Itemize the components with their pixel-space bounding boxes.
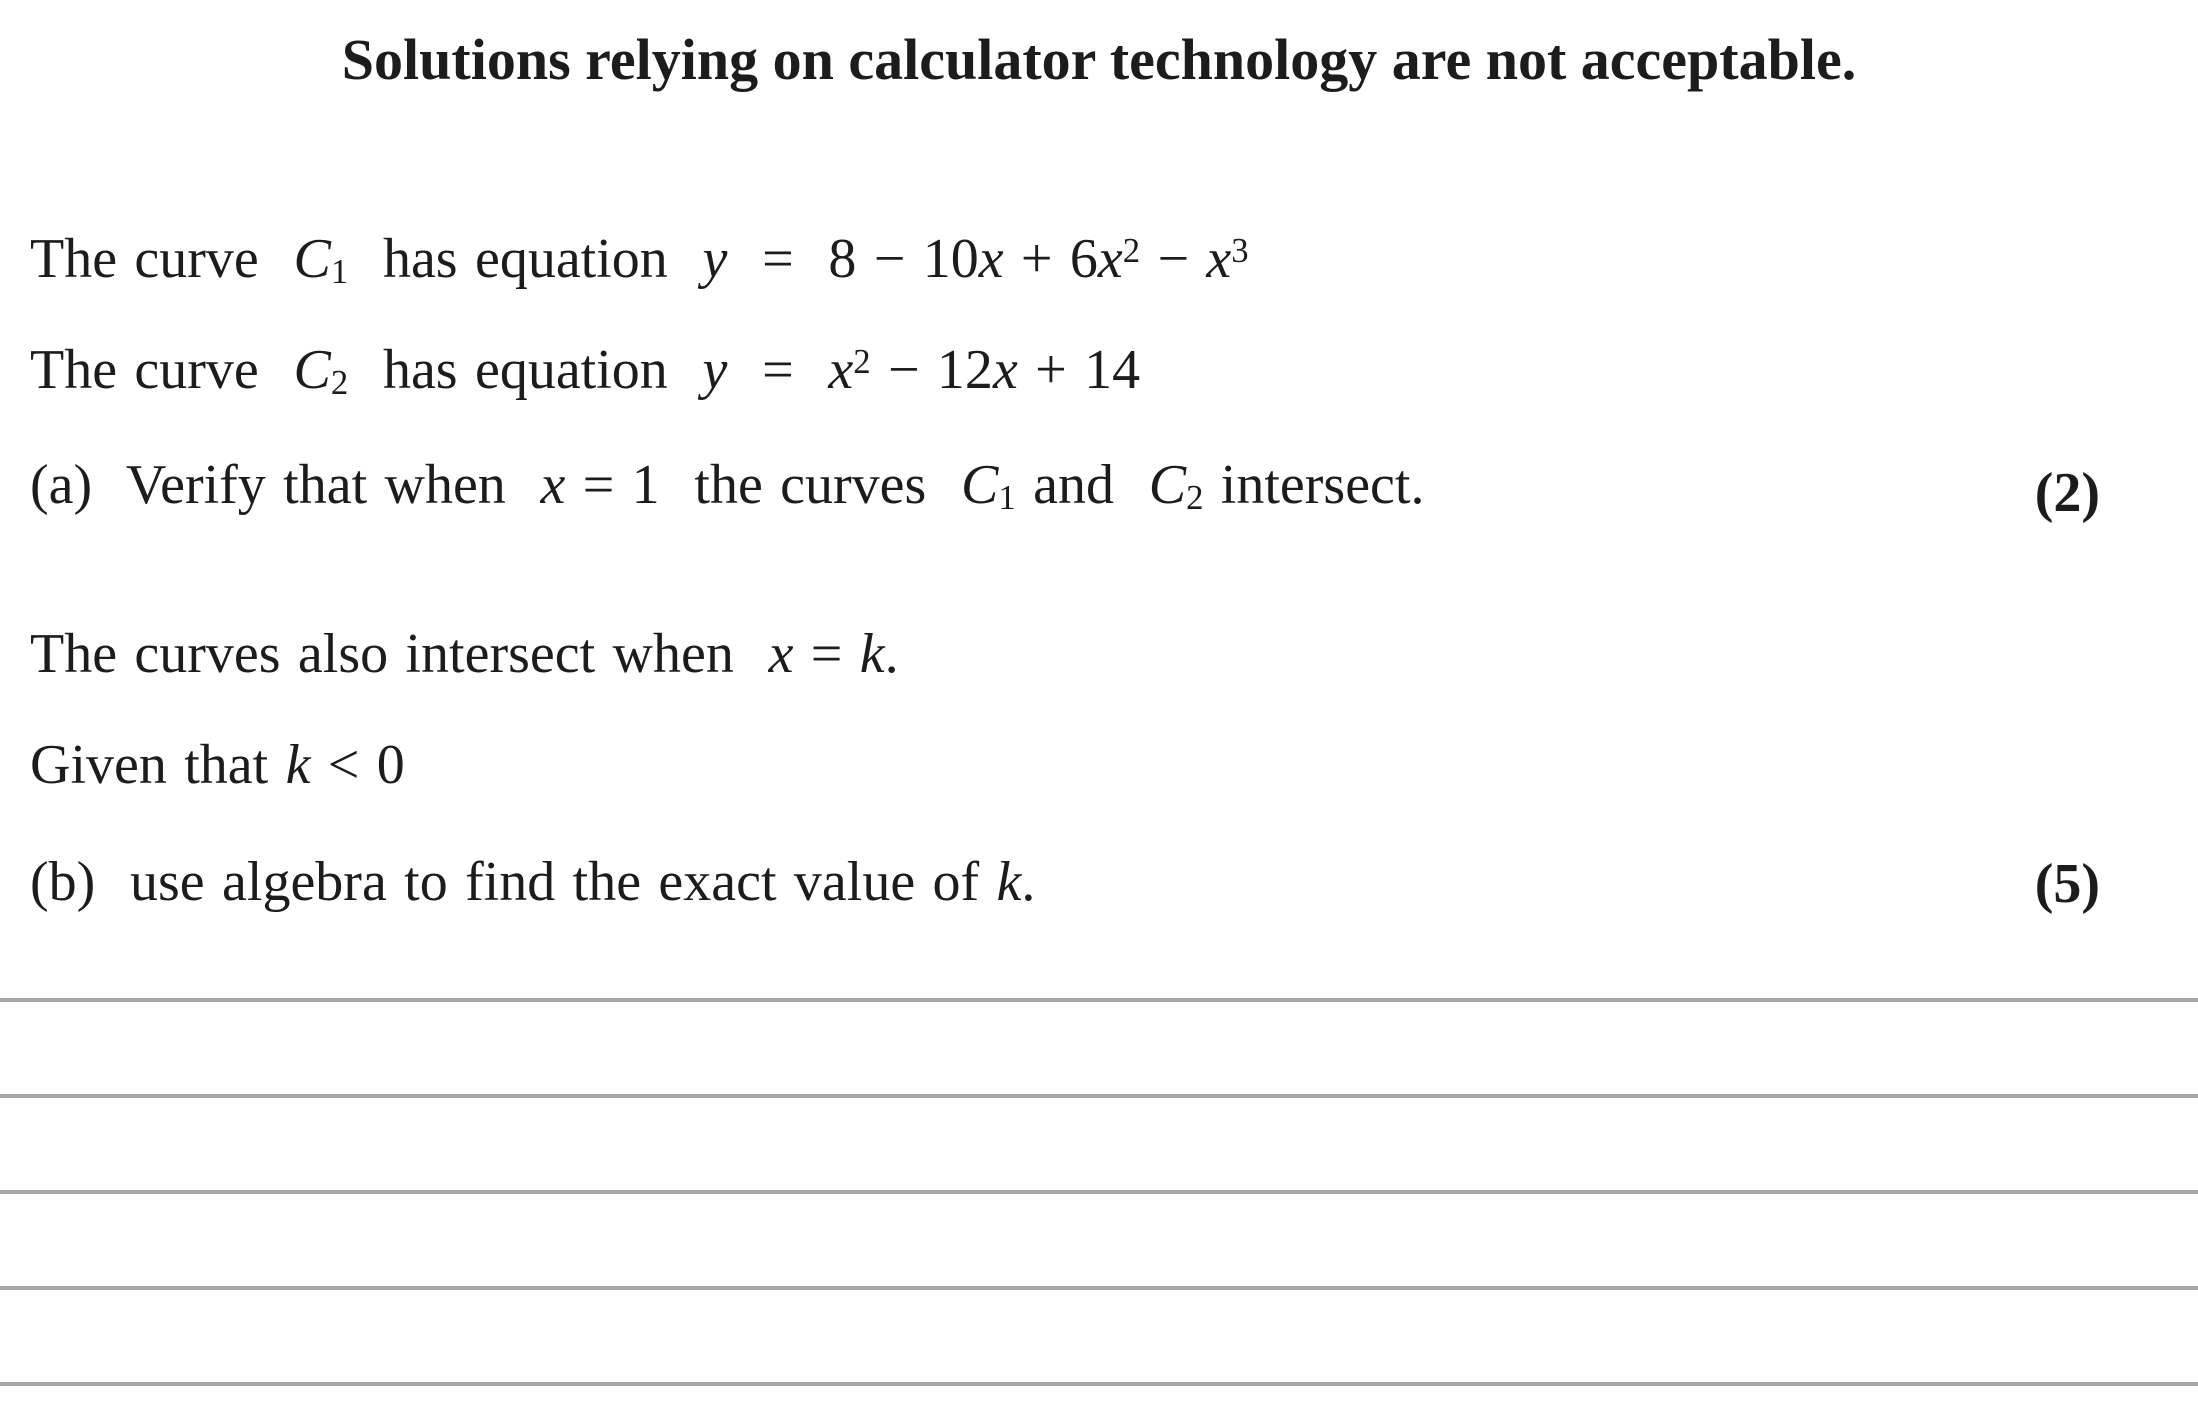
text-segment-rm: The curves also intersect when bbox=[30, 623, 769, 685]
text-segment-it: C bbox=[293, 228, 331, 290]
text-segment-sup: 2 bbox=[853, 341, 871, 381]
text-segment-rm: The curve bbox=[30, 228, 294, 290]
text-segment-rm: = 8 − 10 bbox=[727, 228, 979, 290]
text-segment-it: k bbox=[285, 734, 311, 796]
text-segment-sub: 1 bbox=[330, 251, 349, 291]
text-segment-sup: 3 bbox=[1231, 230, 1249, 270]
marks-badge-part-b: (5) bbox=[2034, 853, 2100, 915]
text-segment-it: C bbox=[1148, 454, 1187, 516]
line-part-b-prompt bbox=[30, 851, 1036, 913]
instruction-banner: Solutions relying on calculator technology are not acceptable. bbox=[341, 27, 1857, 92]
text-segment-sub: 2 bbox=[1186, 477, 1204, 517]
text-segment-it: x bbox=[1097, 228, 1123, 290]
line-also-intersect bbox=[30, 623, 899, 685]
text-segment-rm: − bbox=[1140, 228, 1207, 290]
answer-rule-line bbox=[0, 1286, 2198, 1290]
text-segment-sub: 2 bbox=[330, 362, 349, 402]
text-segment-it: k bbox=[859, 623, 885, 685]
text-segment-rm: + 14 bbox=[1017, 339, 1141, 401]
line-curve-c2-equation bbox=[30, 339, 1141, 402]
text-segment-it: y bbox=[702, 228, 728, 290]
text-segment-sup: 2 bbox=[1122, 230, 1141, 270]
text-segment-it: k bbox=[996, 851, 1022, 913]
text-segment-rm: (a) Verify that when bbox=[30, 454, 541, 516]
text-segment-rm: − 12 bbox=[870, 339, 993, 401]
text-segment-rm: (b) use algebra to find the exact value of bbox=[30, 851, 997, 913]
line-given-that bbox=[30, 734, 405, 796]
text-segment-it: x bbox=[828, 339, 854, 401]
text-segment-it: x bbox=[992, 339, 1018, 401]
text-segment-it: x bbox=[768, 623, 794, 685]
answer-rule-line bbox=[0, 1382, 2198, 1386]
line-curve-c1-equation bbox=[30, 228, 1249, 291]
text-segment-rm: = bbox=[793, 623, 860, 685]
text-segment-it: x bbox=[978, 228, 1004, 290]
text-segment-it: x bbox=[540, 454, 566, 516]
text-segment-rm: + 6 bbox=[1003, 228, 1098, 290]
answer-rule-line bbox=[0, 1190, 2198, 1194]
answer-rule-line bbox=[0, 1094, 2198, 1098]
text-segment-it: y bbox=[702, 339, 728, 401]
marks-badge-part-a: (2) bbox=[2034, 462, 2100, 524]
line-part-a-prompt bbox=[30, 454, 1425, 517]
text-segment-rm: and bbox=[1015, 454, 1149, 516]
text-segment-rm: = 1 the curves bbox=[565, 454, 962, 516]
text-segment-rm: has equation bbox=[348, 339, 703, 401]
text-segment-rm: Given that bbox=[30, 734, 286, 796]
text-segment-it: x bbox=[1206, 228, 1232, 290]
text-segment-rm: intersect. bbox=[1203, 454, 1425, 516]
text-segment-rm: . bbox=[1021, 851, 1036, 913]
text-segment-rm: The curve bbox=[30, 339, 294, 401]
text-segment-it: C bbox=[961, 454, 999, 516]
answer-rule-line bbox=[0, 998, 2198, 1002]
text-segment-rm: . bbox=[884, 623, 899, 685]
text-segment-rm: has equation bbox=[348, 228, 703, 290]
text-segment-rm: < 0 bbox=[310, 734, 405, 796]
text-segment-sub: 1 bbox=[998, 477, 1016, 517]
text-segment-it: C bbox=[293, 339, 331, 401]
text-segment-rm: = bbox=[727, 339, 829, 401]
